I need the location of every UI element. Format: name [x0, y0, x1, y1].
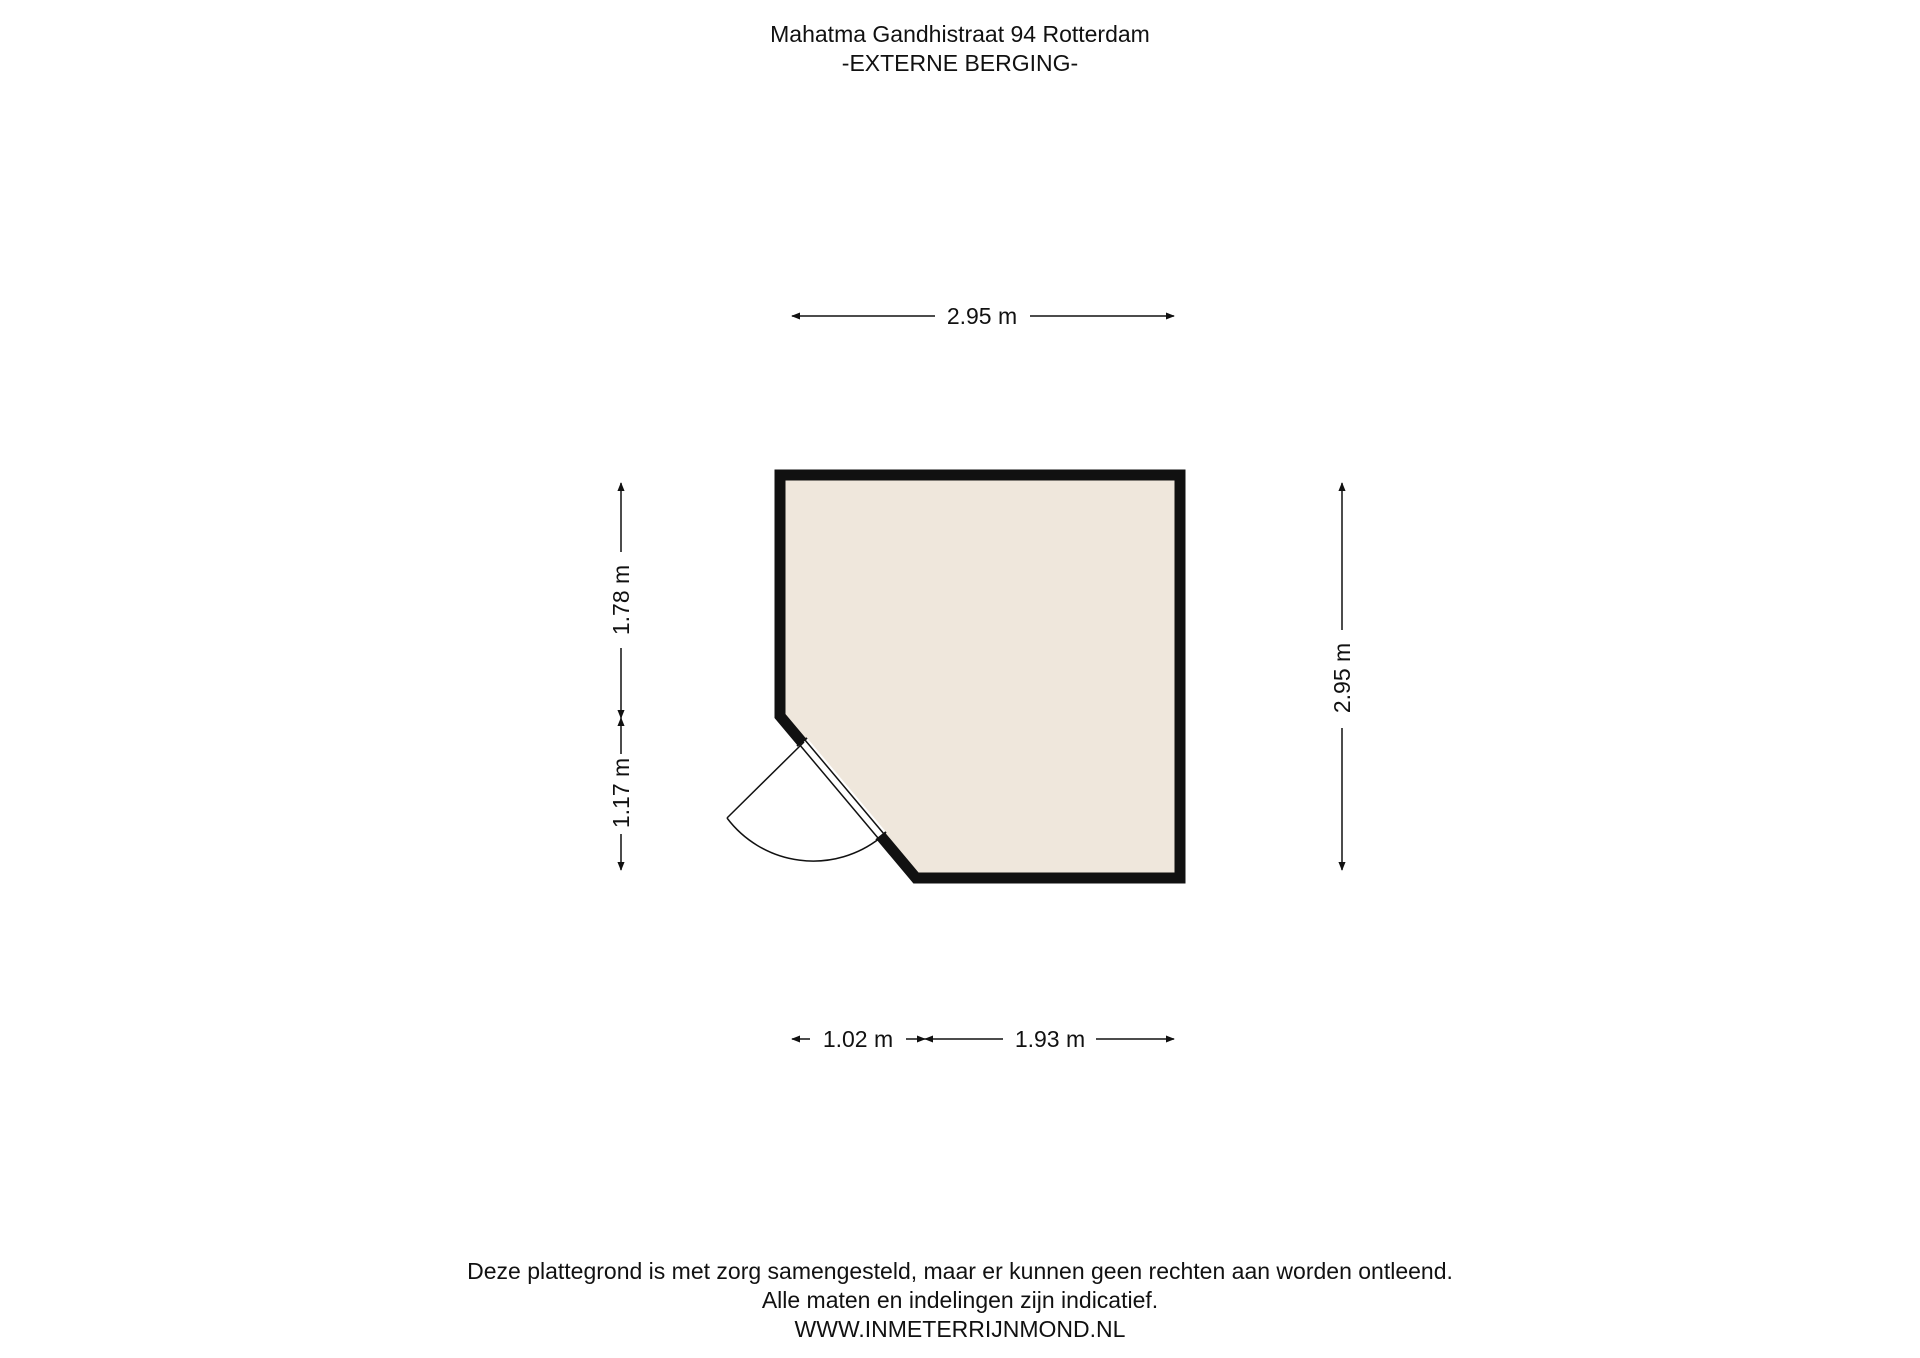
- plan-subtitle: -EXTERNE BERGING-: [841, 50, 1079, 76]
- door-leaf: [727, 742, 804, 818]
- door-swing-arc: [727, 818, 880, 861]
- indicative-note: Alle maten en indelingen zijn indicatief.: [761, 1287, 1159, 1313]
- dim-left-lower-label: 1.17 m: [608, 757, 634, 829]
- dim-bottom-right-label: 1.93 m: [1014, 1026, 1086, 1052]
- disclaimer-text: Deze plattegrond is met zorg samengesteld, maar er kunnen geen rechten aan worden ontleend.: [467, 1258, 1453, 1284]
- dim-top-label: 2.95 m: [946, 303, 1018, 329]
- dim-left-upper-label: 1.78 m: [608, 564, 634, 636]
- room-floor: [780, 475, 1180, 878]
- dim-bottom-left-label: 1.02 m: [822, 1026, 894, 1052]
- website-text: WWW.INMETERRIJNMOND.NL: [794, 1316, 1126, 1342]
- page-footer: [0, 1257, 1920, 1344]
- dim-right-label: 2.95 m: [1329, 642, 1355, 714]
- address-title: Mahatma Gandhistraat 94 Rotterdam: [770, 21, 1150, 47]
